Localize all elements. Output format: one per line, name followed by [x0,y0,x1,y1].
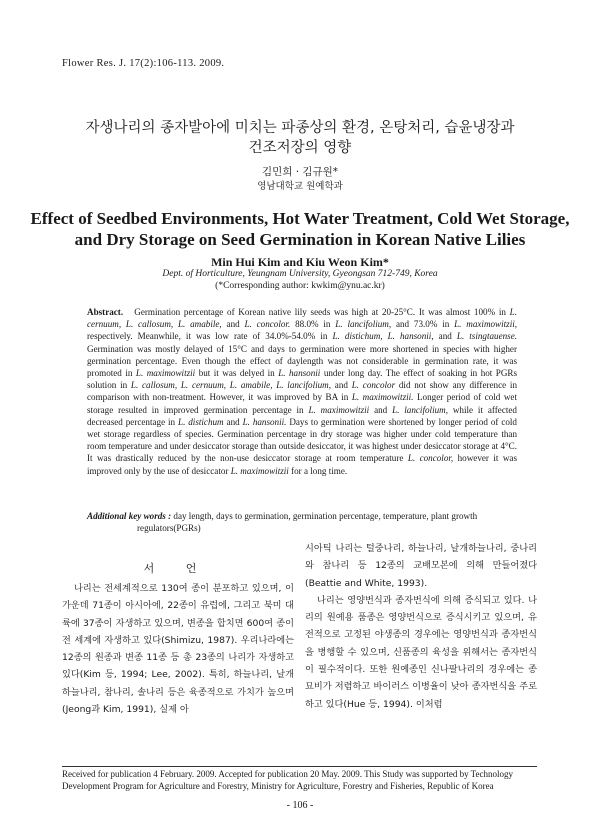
abstract-text: respectively. Meanwhile, it was low rate of 34.0%-54.0% in [87,331,328,342]
species-name: L. concolor, [407,453,454,464]
title-korean [40,118,560,158]
species-name: L. hansonii. [242,416,287,427]
species-name: L. concolor [351,380,396,391]
abstract-text: and 73.0% in [395,319,450,330]
species-name: L. tsingtauense. [456,331,518,342]
abstract-text: however it was improved only by the use of desiccator [87,453,517,476]
species-name: L. maximowitzii, [454,319,518,330]
species-name: L. maximowitzii. [351,392,414,403]
species-name: L. maximowitzii [308,404,370,415]
species-name: L. callosum, L. cernuum, L. amabile, L. lancifolium, [130,380,332,391]
species-name: L. cernuum, L. callosum, L. amabile, [87,307,517,330]
department-english: Dept. of Horticulture, Yeungnam University, Gyeongsan 712-749, Korea [162,269,438,279]
abstract-text: 88.0% in [295,319,331,330]
abstract-text: and [374,404,388,415]
title-korean-line2: 건조저장의 영향 [248,140,352,156]
species-name: L. concolor. [244,319,291,330]
journal-reference: Flower Res. J. 17(2):106-113. 2009. [62,58,225,69]
title-korean-line1: 자생나리의 종자발아에 미치는 파종상의 환경, 온탕처리, 습윤냉장과 [85,120,515,136]
affiliation-korean: 영남대학교 원예학과 [257,181,343,192]
abstract-text: Days to germination were shortened by longer period of cold wet storage regardless of species. Germination percentage in dry storage was higher under cold temperature than room temperature and under desiccator storage than outside desiccator, it was highest under desiccator storage at 4°C. It was drastically reduced by the non-use desiccator storage at room temperature [87,416,517,464]
species-name: L. maximowitzii [230,465,289,476]
keywords-text-continued: regulators(PGRs) [137,523,201,534]
abstract-text: for a long time. [291,465,348,476]
abstract-text: Longer period of cold wet storage resulted in improved germination percentage in [87,392,517,415]
intro-column-left [62,580,294,718]
species-name: L. distichum, L. hansonii, [332,331,434,342]
abstract-text: and [226,416,240,427]
intro-paragraph: 나리는 영양번식과 종자번식에 의해 증식되고 있다. 나리의 원예용 품종은 영양번식으로 증식시키고 있으며, 유전적으로 고정된 야생종의 경우에는 영양번식과 종자번식을 병행할 수 있으며, 신품종의 육성을 위해서는 종자번식이 필수적이다. 또한 원예종인 신나팔나리의 경우에는 종묘비가 저렴하고 바이러스 이병율이 낮아 종자번식을 주로 하고 있다(Hue 등, 1994). 이처럼 [305,594,537,710]
intro-column-right [305,540,537,713]
keywords-text: day length, days to germination, germination percentage, temperature, plant growth [173,511,478,521]
abstract-text: Germination percentage of Korean native lily seeds was high at 20-25°C. It was almost 100% in [134,307,506,317]
abstract-text: but it was delyed in [198,368,275,379]
abstract [87,306,517,477]
corresponding-author: (*Corresponding author: kwkim@ynu.ac.kr) [215,281,385,291]
species-name: L. lancifolium, [392,404,448,415]
footnote: Received for publication 4 February. 2009. Accepted for publication 20 May. 2009. This Study was supported by Technology Development Program for Agriculture and Forestry, Ministry for Agriculture, Forestry and Fisheries, Republic of Korea [62,769,514,791]
abstract-text: while it affected decreased percentage in [87,404,517,427]
abstract-text: did not show any difference in comparison with non-treatment. However, it was improved by BA in [87,380,517,403]
authors-korean: 김민희 · 김규원* [261,166,339,178]
page-number: - 106 - [286,800,314,811]
footnote-divider [62,766,537,767]
abstract-text: under long day. The effect of soaking in hot PGRs solution in [87,368,518,391]
abstract-text: and [226,319,240,330]
title-english-line1: Effect of Seedbed Environments, Hot Water Treatment, Cold Wet Storage, [30,209,570,228]
species-name: L. hansonii [278,368,321,379]
abstract-text: Germination was mostly delayed of 15°C and days to germination were more shortened in species with higher germination percentage. Even though the effect of daylength was not considerable in germination rate, it was promoted in [87,343,517,379]
species-name: L. lancifolium, [335,319,392,330]
intro-paragraph: 나리는 전세계적으로 130여 종이 분포하고 있으며, 이 가운데 71종이 아시아에, 22종이 유럽에, 그리고 북미 대륙에 37종이 자생하고 있으며, 변종을 합치면 600여 종이 전 세계에 자생하고 있다(Shimizu, 1987). 우리나라에는 12종의 원종과 변종 11종 등 총 23종의 나리가 자생하고 있다(Kim 등, 1994; Lee, 2002). 특히, 하늘나리, 날개하늘나리, 참나리, 솔나리 등은 육종적으로 가치가 높으며(Jeong과 Kim, 1991), 실제 아 [62,583,294,716]
authors-english: Min Hui Kim and Kiu Weon Kim* [211,255,389,269]
keywords [87,510,517,534]
intro-paragraph: 시아틱 나리는 털중나리, 하늘나리, 날개하늘나리, 중나리와 참나리 등 12종의 교배모본에 의해 만들어졌다(Beattie and White, 1993). [305,543,537,589]
abstract-label: Abstract. [87,307,124,317]
title-english [30,208,570,250]
section-heading-introduction: 서 언 [143,562,211,575]
keywords-label: Additional key words : [87,511,172,521]
species-name: L. maximowitzii [135,368,196,379]
species-name: L. distichum [178,416,224,427]
abstract-text: and [334,380,348,391]
abstract-text: and [438,331,452,342]
title-english-line2: and Dry Storage on Seed Germination in Korean Native Lilies [74,230,526,249]
